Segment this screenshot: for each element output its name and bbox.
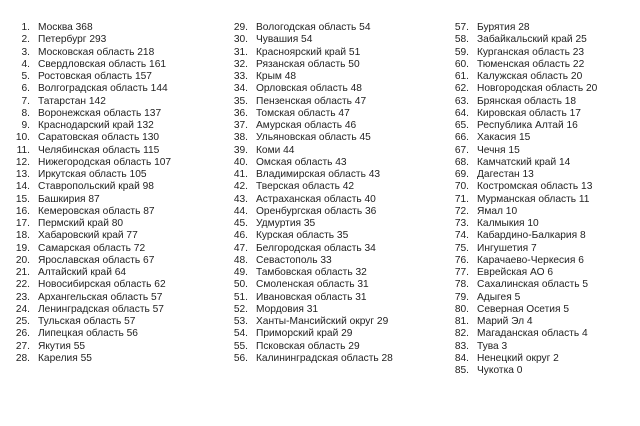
list-item-text: Коми 44	[256, 144, 295, 156]
list-item-number: 9.	[21, 120, 30, 131]
list-item-text: Кировская область 17	[477, 107, 581, 119]
list-item-number: 52.	[233, 303, 248, 315]
list-item-number: 36.	[233, 107, 248, 119]
list-item-text: Ханты-Мансийский округ 29	[256, 316, 389, 327]
list-item-number: 83.	[454, 340, 469, 352]
list-item-text: Ивановская область 31	[256, 291, 367, 303]
list-item-number: 22.	[15, 279, 30, 291]
list-item-text: Сахалинская область 5	[477, 279, 589, 291]
list-item-number: 67.	[454, 144, 469, 156]
list-item-text: Нижегородская область 107	[38, 156, 172, 168]
list-item-text: Петербург 293	[38, 34, 107, 46]
list-item-number: 66.	[454, 132, 469, 144]
list-item-text: Оренбургская область 36	[256, 205, 377, 217]
list-item-number: 34.	[233, 83, 248, 95]
list-item-text: Хакасия 15	[477, 132, 531, 144]
list-item-number: 45.	[233, 218, 248, 229]
list-item-number: 81.	[454, 316, 469, 327]
list-item-text: Бурятия 28	[477, 22, 530, 33]
list-item-number: 35.	[233, 95, 248, 107]
list-item-number: 29.	[233, 22, 248, 33]
list-item-number: 84.	[454, 352, 469, 364]
list-item-text: Краснодарский край 132	[38, 120, 154, 131]
list-item-text: Чукотка 0	[477, 365, 523, 376]
list-item-text: Самарская область 72	[38, 242, 146, 254]
list-item-text: Магаданская область 4	[477, 328, 588, 340]
list-item-number: 71.	[454, 193, 469, 205]
list-item-text: Рязанская область 50	[256, 58, 360, 70]
list-item-number: 8.	[21, 107, 30, 119]
list-item-text: Брянская область 18	[477, 95, 577, 107]
list-item-number: 80.	[454, 303, 469, 315]
list-item-text: Волгоградская область 144	[38, 83, 168, 95]
list-item-text: Кабардино-Балкария 8	[477, 230, 586, 242]
list-item-number: 58.	[454, 34, 469, 46]
list-item-text: Вологодская область 54	[256, 22, 371, 33]
list-item-number: 76.	[454, 254, 469, 266]
list-item-number: 23.	[15, 291, 30, 303]
list-item-text: Удмуртия 35	[256, 218, 316, 229]
list-item-number: 69.	[454, 169, 469, 180]
list-item-text: Ленинградская область 57	[38, 303, 164, 315]
list-item-number: 38.	[233, 132, 248, 144]
list-item-number: 82.	[454, 328, 469, 340]
list-item-number: 20.	[15, 254, 30, 266]
list-item-text: Кемеровская область 87	[38, 205, 155, 217]
list-item-number: 16.	[15, 205, 30, 217]
list-item-text: Республика Алтай 16	[477, 120, 578, 131]
list-item-number: 40.	[233, 156, 248, 168]
list-item-number: 4.	[21, 58, 30, 70]
list-item-number: 49.	[233, 267, 248, 278]
list-item-text: Костромская область 13	[477, 181, 593, 193]
list-item-number: 28.	[15, 352, 30, 364]
list-item-text: Тамбовская область 32	[256, 267, 367, 278]
list-item-number: 56.	[233, 352, 248, 364]
list-item-text: Тюменская область 22	[477, 58, 585, 70]
list-item-number: 54.	[233, 328, 248, 340]
list-item-number: 55.	[233, 340, 248, 352]
list-item-number: 27.	[15, 340, 30, 352]
list-item-text: Дагестан 13	[477, 169, 534, 180]
list-item-text: Хабаровский край 77	[38, 230, 138, 242]
list-item-number: 2.	[21, 34, 30, 46]
list-item-text: Амурская область 46	[256, 120, 357, 131]
list-item-text: Орловская область 48	[256, 83, 362, 95]
list-item-number: 72.	[454, 205, 469, 217]
list-item-text: Мордовия 31	[256, 303, 319, 315]
list-item-text: Новгородская область 20	[477, 83, 598, 95]
list-item-text: Забайкальский край 25	[477, 34, 587, 46]
list-item-text: Карелия 55	[38, 352, 92, 364]
list-item-number: 46.	[233, 230, 248, 242]
list-item-number: 12.	[15, 156, 30, 168]
list-item-text: Адыгея 5	[477, 291, 521, 303]
list-item-number: 43.	[233, 193, 248, 205]
list-item-text: Ненецкий округ 2	[477, 352, 559, 364]
list-item-number: 6.	[21, 83, 30, 95]
list-item-text: Астраханская область 40	[256, 193, 376, 205]
list-item-number: 11.	[16, 144, 30, 156]
list-item-text: Курская область 35	[256, 230, 349, 242]
list-item-number: 61.	[454, 71, 469, 82]
list-item-text: Приморский край 29	[256, 328, 353, 340]
list-item-text: Еврейская АО 6	[477, 267, 554, 278]
list-item-number: 10.	[15, 132, 30, 144]
list-item-text: Камчатский край 14	[477, 156, 571, 168]
list-item-text: Калмыкия 10	[477, 218, 539, 229]
list-item-text: Архангельская область 57	[38, 291, 163, 303]
list-item-number: 37.	[233, 120, 248, 131]
list-item-number: 21.	[15, 267, 30, 278]
list-item-text: Липецкая область 56	[38, 328, 138, 340]
list-item-number: 44.	[233, 205, 248, 217]
list-item-number: 47.	[233, 242, 248, 254]
list-item-text: Марий Эл 4	[477, 316, 533, 327]
list-item-text: Ульяновская область 45	[256, 132, 371, 144]
list-item-number: 39.	[233, 144, 248, 156]
list-item-number: 41.	[233, 169, 248, 180]
list-item-text: Псковская область 29	[256, 340, 360, 352]
list-item-text: Курганская область 23	[477, 46, 585, 58]
list-item-number: 73.	[454, 218, 469, 229]
list-item-text: Иркутская область 105	[38, 169, 147, 180]
list-item-text: Карачаево-Черкесия 6	[477, 254, 584, 266]
list-item-number: 65.	[454, 120, 469, 131]
list-item-text: Тува 3	[477, 340, 508, 352]
list-item-text: Ставропольский край 98	[38, 181, 154, 193]
list-item-number: 32.	[233, 58, 248, 70]
list-item-text: Ростовская область 157	[38, 71, 152, 82]
list-item-number: 60.	[454, 58, 469, 70]
list-item-number: 5.	[21, 71, 30, 82]
list-item-number: 53.	[233, 316, 248, 327]
list-item-text: Москва 368	[38, 22, 93, 33]
list-item-number: 30.	[233, 34, 248, 46]
list-item-number: 42.	[233, 181, 248, 193]
list-item-text: Мурманская область 11	[477, 193, 590, 205]
list-item-text: Омская область 43	[256, 156, 347, 168]
list-item-text: Белгородская область 34	[256, 242, 376, 254]
list-item-text: Челябинская область 115	[38, 144, 160, 156]
list-item-text: Владимирская область 43	[256, 169, 381, 180]
list-item-number: 62.	[454, 83, 469, 95]
list-item-number: 59.	[454, 46, 469, 58]
list-item-text: Чечня 15	[477, 144, 520, 156]
list-item-number: 13.	[15, 169, 30, 180]
list-item-number: 1.	[21, 22, 30, 33]
list-item-number: 19.	[15, 242, 30, 254]
list-item-number: 78.	[454, 279, 469, 291]
list-item-number: 3.	[21, 46, 30, 58]
list-item-text: Калужская область 20	[477, 71, 583, 82]
list-item-text: Калининградская область 28	[256, 352, 393, 364]
list-item-number: 31.	[233, 46, 248, 58]
list-item-text: Чувашия 54	[256, 34, 313, 46]
list-item-number: 26.	[15, 328, 30, 340]
list-item-text: Тверская область 42	[256, 181, 355, 193]
list-item-number: 64.	[454, 107, 469, 119]
list-item-text: Пензенская область 47	[256, 95, 367, 107]
list-item-number: 24.	[15, 303, 30, 315]
list-item-text: Якутия 55	[38, 340, 86, 352]
list-item-text: Саратовская область 130	[38, 132, 160, 144]
list-item-number: 18.	[15, 230, 30, 242]
list-item-number: 77.	[454, 267, 469, 278]
list-item-text: Новосибирская область 62	[38, 279, 166, 291]
list-item-number: 79.	[454, 291, 469, 303]
list-item-text: Смоленская область 31	[256, 279, 369, 291]
list-item-number: 15.	[15, 193, 30, 205]
list-item-text: Крым 48	[256, 71, 297, 82]
list-item-text: Ингушетия 7	[477, 242, 537, 254]
list-item-text: Башкирия 87	[38, 193, 100, 205]
list-item-text: Томская область 47	[256, 107, 350, 119]
list-item-text: Ямал 10	[477, 205, 518, 217]
list-item-number: 48.	[233, 254, 248, 266]
list-item-number: 70.	[454, 181, 469, 193]
list-item-number: 85.	[454, 365, 469, 376]
list-item-text: Северная Осетия 5	[477, 303, 570, 315]
list-item-number: 75.	[454, 242, 469, 254]
list-item-text: Красноярский край 51	[256, 46, 361, 58]
list-item-text: Воронежская область 137	[38, 107, 162, 119]
list-item-number: 50.	[233, 279, 248, 291]
list-item-text: Свердловская область 161	[38, 58, 167, 70]
list-item-number: 7.	[21, 95, 30, 107]
list-item-number: 14.	[15, 181, 30, 193]
list-item-text: Московская область 218	[38, 46, 155, 58]
list-item-text: Севастополь 33	[256, 254, 332, 266]
list-item-number: 63.	[454, 95, 469, 107]
list-item-number: 51.	[233, 291, 248, 303]
list-item-text: Тульская область 57	[38, 316, 136, 327]
list-item-number: 74.	[454, 230, 469, 242]
list-item-text: Алтайский край 64	[38, 267, 127, 278]
list-item-number: 33.	[233, 71, 248, 82]
list-item-number: 17.	[15, 218, 30, 229]
list-item-text: Ярославская область 67	[38, 254, 155, 266]
list-item-text: Татарстан 142	[38, 95, 106, 107]
list-item-number: 68.	[454, 156, 469, 168]
list-item-number: 25.	[15, 316, 30, 327]
list-item-number: 57.	[454, 22, 469, 33]
list-item-text: Пермский край 80	[38, 218, 124, 229]
